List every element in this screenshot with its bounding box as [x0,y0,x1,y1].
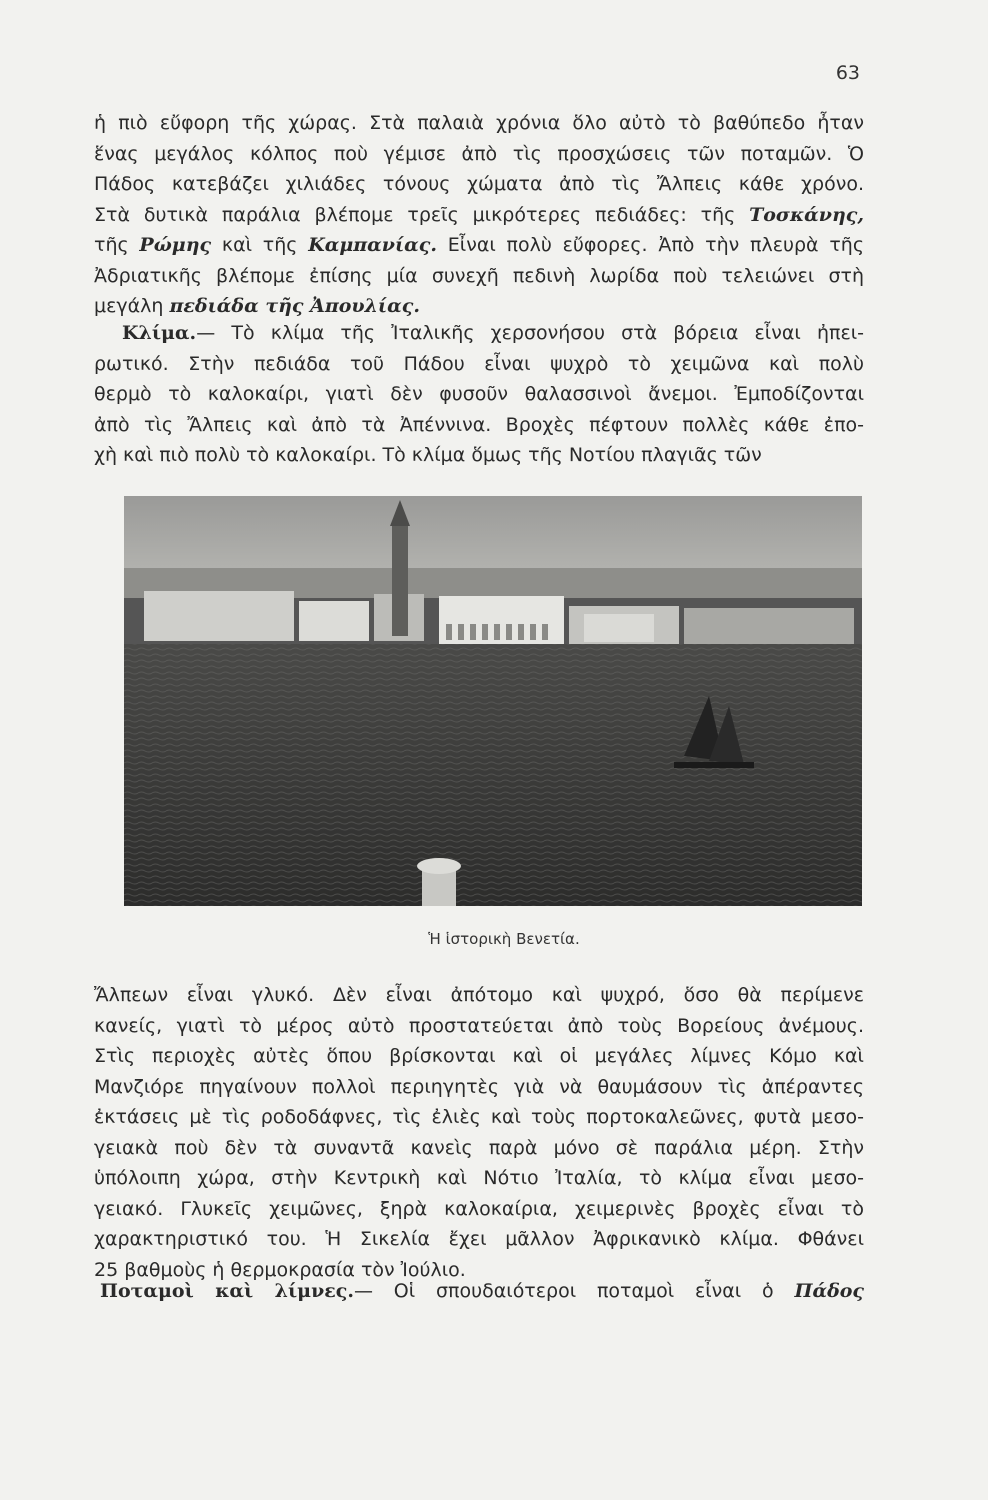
text-line: χὴ καὶ πιὸ πολὺ τὸ καλοκαίρι. Τὸ κλίμα ὅμως τῆς Νοτίου πλαγιᾶς τῶν [94,444,762,466]
text-line: ἕνας μεγάλος κόλπος ποὺ γέμισε ἀπὸ τὶς προσχώσεις τῶν ποταμῶν. Ὁ [94,142,864,165]
text-line: Ἀδριατικῆς βλέπομε ἐπίσης μία συνεχῆ πεδινὴ λωρίδα ποὺ τελειώνει στὴ [94,264,864,287]
paragraph-plains [94,108,864,322]
section-heading-climate: Κλίμα. [122,322,197,344]
place-name-apulia: πεδιάδα τῆς Ἀπουλίας. [169,295,420,317]
paragraph-climate-continued [94,980,864,1285]
text-line: Μανζιόρε πηγαίνουν πολλοὶ περιηγητὲς γιὰ νὰ θαυμάσουν τὶς ἀπέραντες [94,1075,864,1098]
paragraph-climate [94,318,864,471]
paragraph-rivers-lakes [94,1276,864,1307]
place-name-campania: Καμπανίας. [308,234,437,256]
text-line [94,1276,864,1307]
text-line: ἡ πιὸ εὔφορη τῆς χώρας. Στὰ παλαιὰ χρόνια ὅλο αὐτὸ τὸ βαθύπεδο ἦταν [94,112,864,134]
text-line: γειακὰ ποὺ δὲν τὰ συναντᾶ κανεὶς παρὰ μόνο σὲ παράλια μέρη. Στὴν [94,1136,864,1159]
text-line: ὑπόλοιπη χώρα, στὴν Κεντρικὴ καὶ Νότιο Ἰταλία, τὸ κλίμα εἶναι μεσο- [94,1167,864,1189]
text-segment: καὶ τῆς [221,234,298,256]
building-left [144,591,294,641]
venice-photograph [124,496,862,906]
river-name-po: Πάδος [794,1280,864,1302]
venice-photo-illustration [124,496,862,906]
text-segment: Εἶναι πολὺ εὔφορες. Ἀπὸ τὴν πλευρὰ τῆς [447,234,864,256]
text-line: Ἄλπεων εἶναι γλυκό. Δὲν εἶναι ἀπότομο καὶ ψυχρό, ὅσο θὰ περίμενε [94,984,864,1006]
sky [124,496,862,576]
text-line: 25 βαθμοὺς ἡ θερμοκρασία τὸν Ἰούλιο. [94,1258,466,1281]
text-line [94,318,864,349]
building-right [684,608,854,644]
text-line [94,200,864,231]
text-segment: μεγάλη [94,295,164,317]
section-heading-rivers-lakes: Ποταμοὶ καὶ λίμνες. [100,1280,354,1302]
place-name-rome: Ρώμης [139,234,212,256]
place-name-tuscany: Τοσκάνης, [749,203,864,226]
text-segment: — Οἱ σπουδαιότεροι ποταμοὶ εἶναι ὁ [353,1280,774,1302]
text-line: ἐκτάσεις μὲ τὶς ροδοδάφνες, τὶς ἐλιὲς καὶ τοὺς πορτοκαλεῶνες, φυτὰ μεσο- [94,1106,864,1128]
text-segment: τῆς [94,234,129,256]
text-line: ρωτικό. Στὴν πεδιάδα τοῦ Πάδου εἶναι ψυχρὸ τὸ χειμῶνα καὶ πολὺ [94,352,864,375]
caption-text: Ἡ ἱστορικὴ Βενετία. [428,930,580,948]
text-line: Στὶς περιοχὲς αὐτὲς ὅπου βρίσκονται καὶ οἱ μεγάλες λίμνες Κόμο καὶ [94,1045,864,1067]
building-columns [584,614,654,642]
text-line [94,291,864,322]
text-line: γειακό. Γλυκεῖς χειμῶνες, ξηρὰ καλοκαίρια, χειμερινὲς βροχὲς εἶναι τὸ [94,1197,864,1220]
text-line: ἀπὸ τὶς Ἄλπεις καὶ ἀπὸ τὰ Ἀπέννινα. Βροχὲς πέφτουν πολλὲς κάθε ἐπο- [94,413,864,436]
figure-caption [0,930,988,948]
text-line [94,230,864,261]
text-line: χαρακτηριστικό του. Ἡ Σικελία ἔχει μᾶλλον Ἀφρικανικὸ κλίμα. Φθάνει [94,1228,864,1250]
building [299,601,369,641]
text-segment: Στὰ δυτικὰ παράλια βλέπομε τρεῖς μικρότερες πεδιάδες: τῆς [94,203,736,226]
water-ripples [124,644,862,906]
text-line: κανείς, γιατὶ τὸ μέρος αὐτὸ προστατεύεται ἀπὸ τοὺς Βορείους ἀνέμους. [94,1014,864,1037]
text-line: Πάδος κατεβάζει χιλιάδες τόνους χώματα ἀπὸ τὶς Ἄλπεις κάθε χρόνο. [94,173,864,195]
gazebo [417,858,461,906]
campanile-tower [392,526,408,636]
text-segment: — Τὸ κλίμα τῆς Ἰταλικῆς χερσονήσου στὰ βόρεια εἶναι ἠπει- [196,322,864,344]
text-line: θερμὸ τὸ καλοκαίρι, γιατὶ δὲν φυσοῦν θαλασσινοὶ ἄνεμοι. Ἐμποδίζονται [94,383,864,405]
page-number: 63 [835,62,860,84]
